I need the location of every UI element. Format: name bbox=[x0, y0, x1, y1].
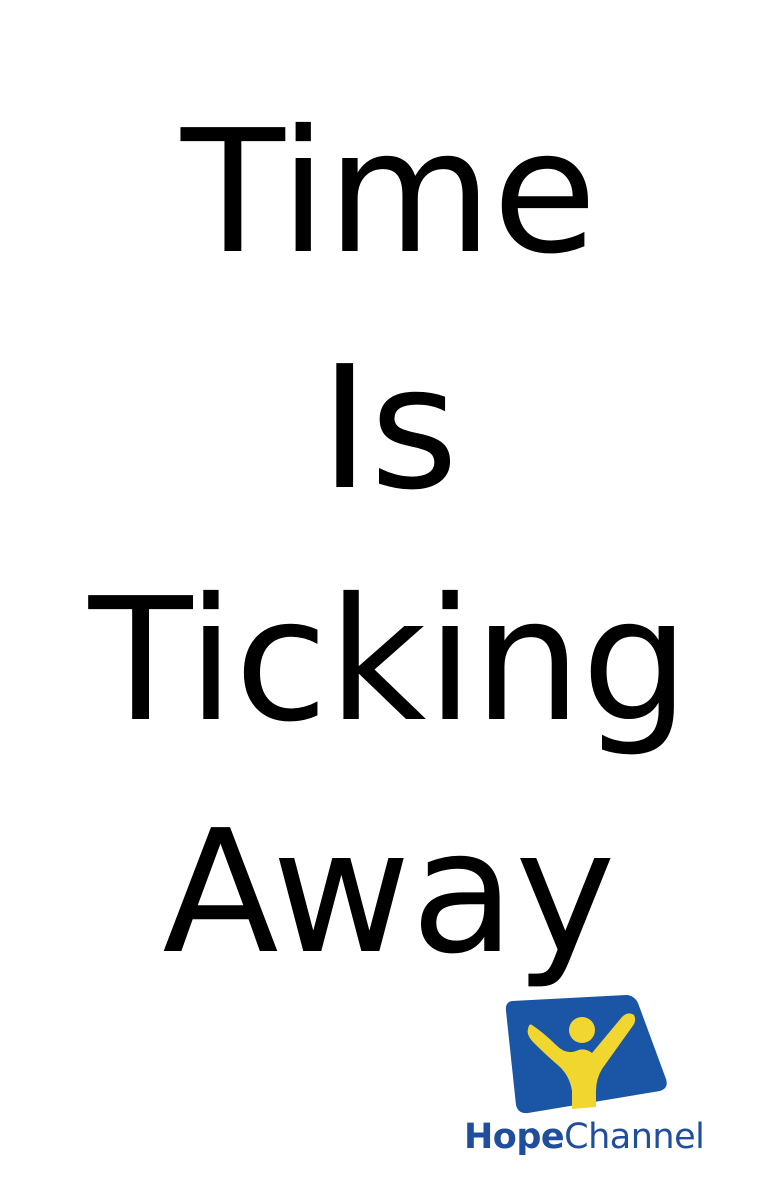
title-line-away: Away bbox=[162, 794, 616, 992]
logo-wordmark-channel: Channel bbox=[564, 1117, 705, 1157]
title-line-time: Time bbox=[180, 94, 598, 292]
title-line-is: Is bbox=[319, 330, 459, 528]
title-line-ticking: Ticking bbox=[88, 562, 690, 760]
hope-channel-logo bbox=[464, 995, 714, 1165]
logo-wordmark-hope: Hope bbox=[464, 1117, 565, 1157]
logo-figure-head bbox=[569, 1017, 595, 1043]
hope-channel-badge-icon bbox=[504, 995, 669, 1115]
hope-channel-wordmark bbox=[464, 1113, 714, 1161]
